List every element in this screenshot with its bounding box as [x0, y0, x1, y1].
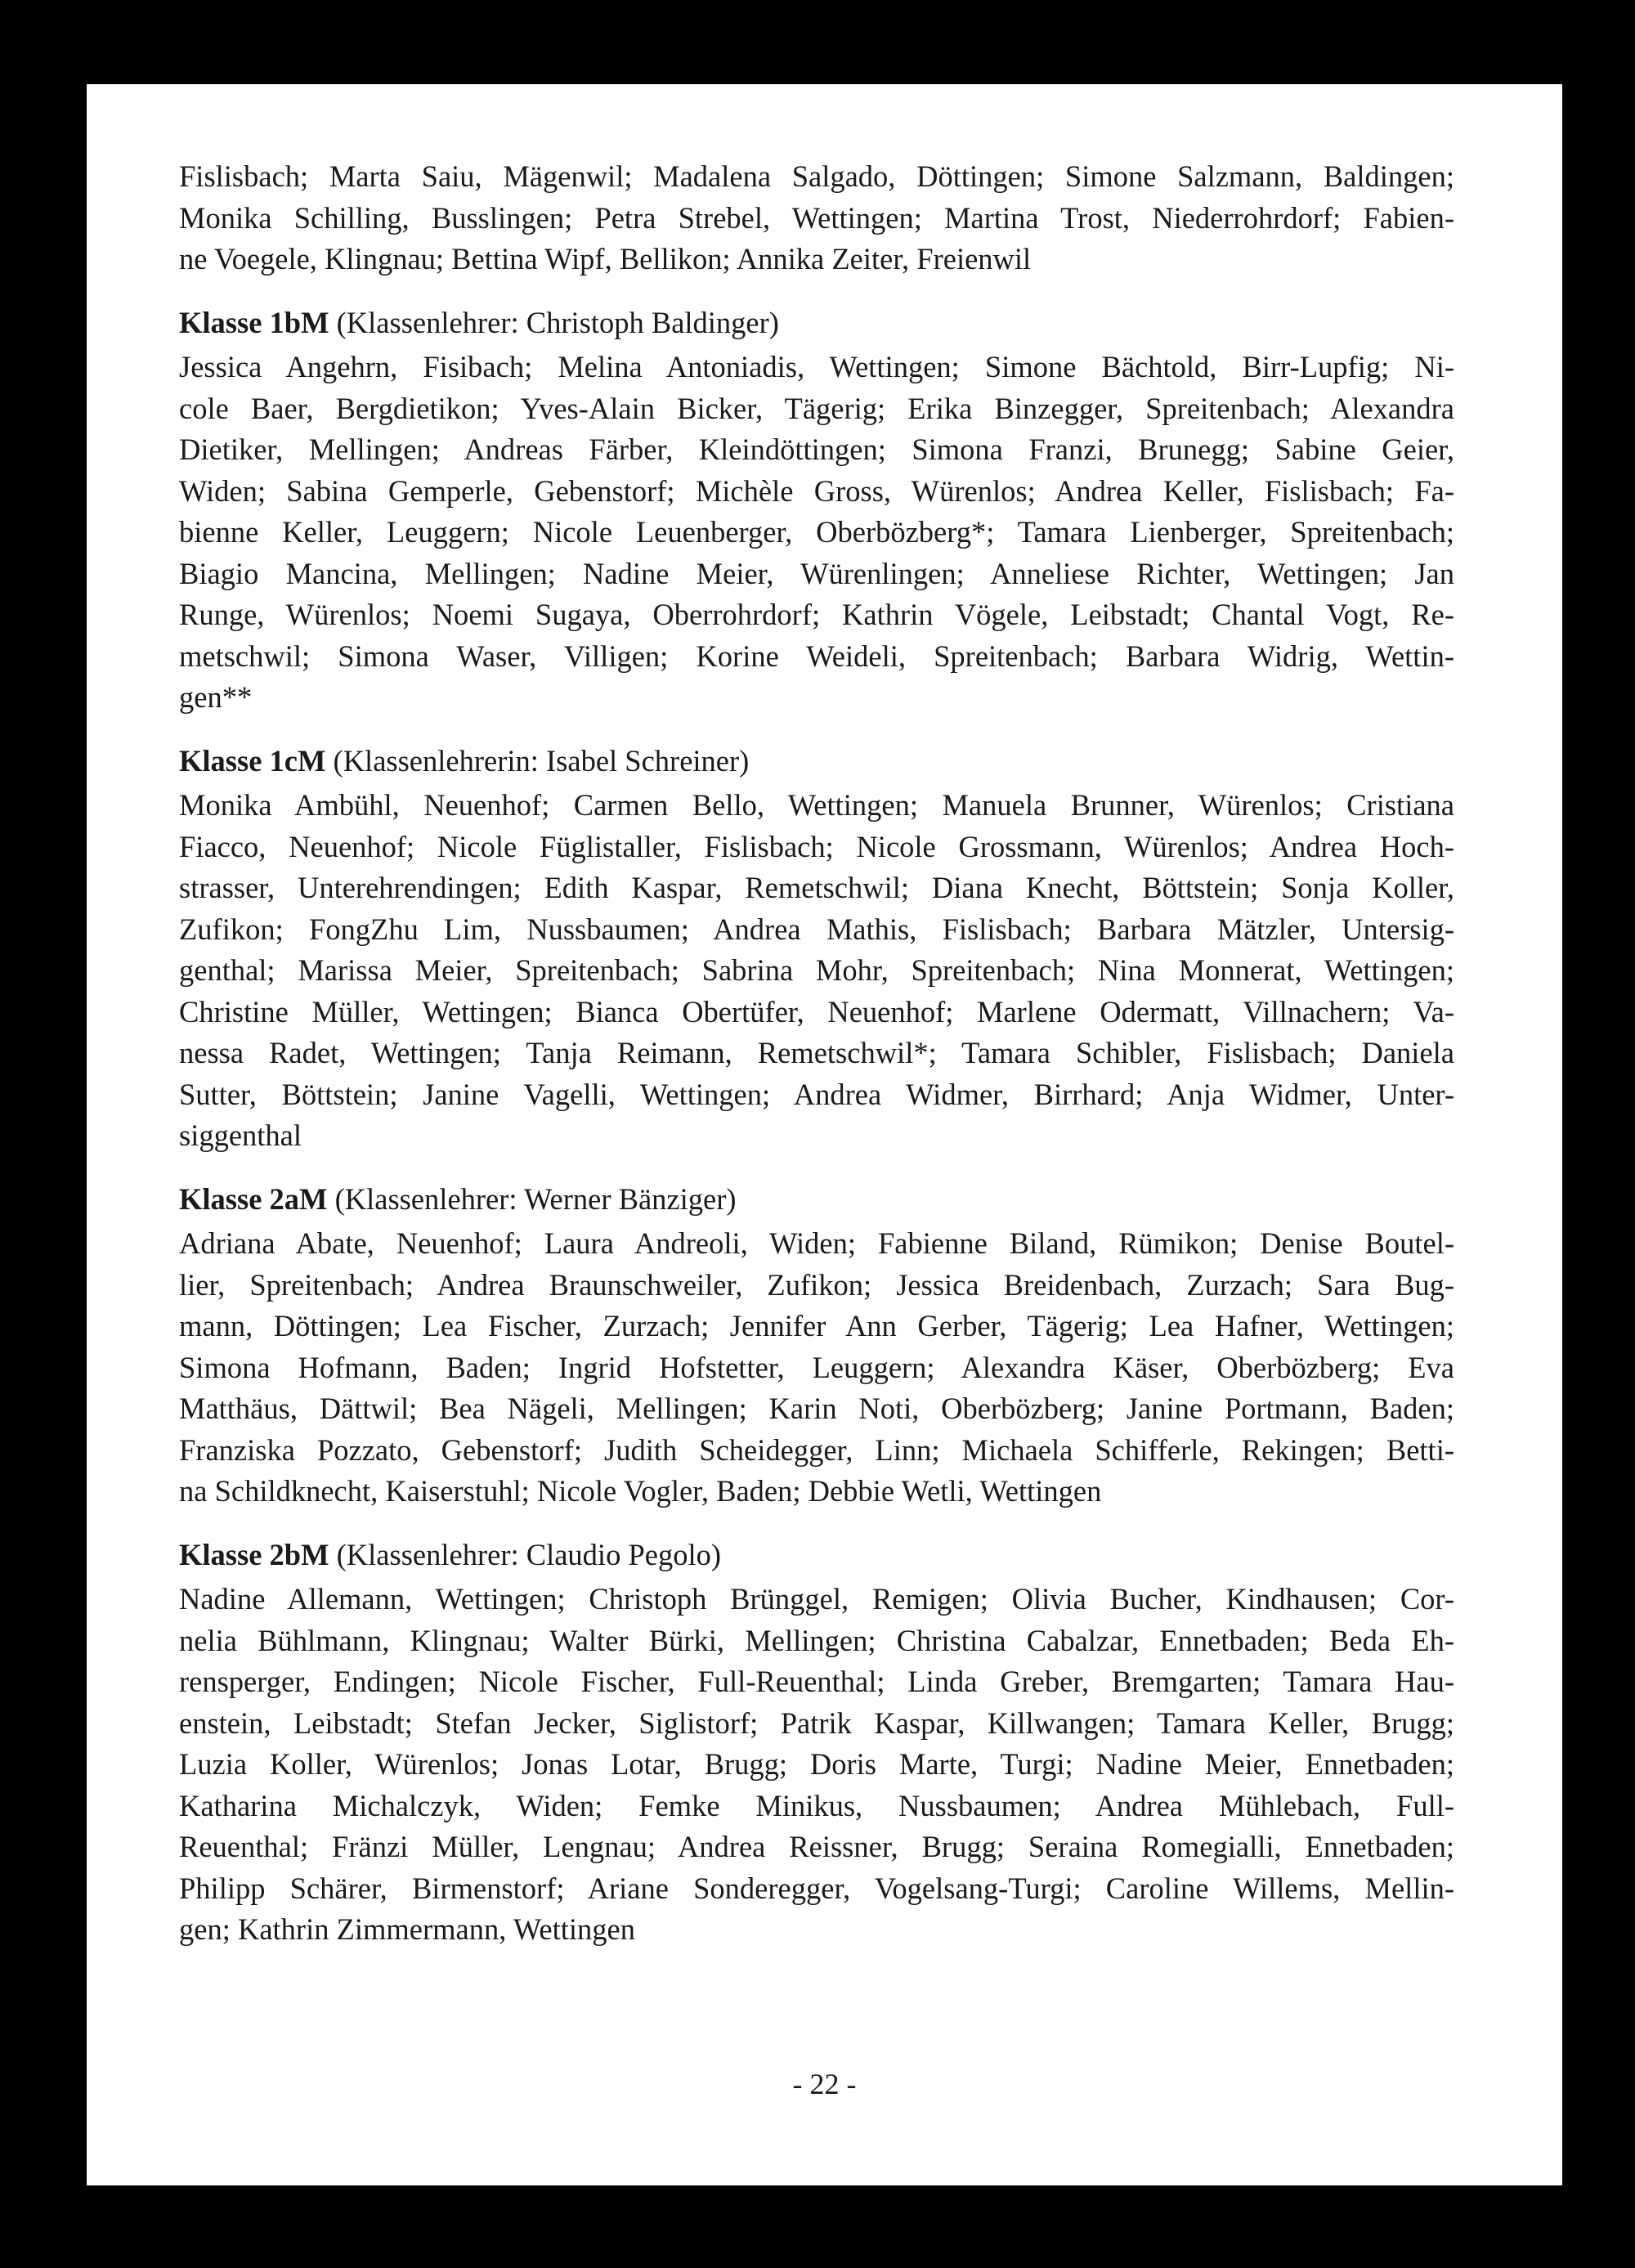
class-section	[179, 303, 1454, 719]
text-line: Monika Schilling, Busslingen; Petra Strebel, Wettingen; Martina Trost, Niederrohrdorf; Fabien-	[179, 200, 1454, 235]
text-line: Christine Müller, Wettingen; Bianca Obertüfer, Neuenhof; Marlene Odermatt, Villnachern; Va-	[179, 994, 1454, 1029]
class-section	[179, 1179, 1454, 1513]
document-page	[87, 84, 1562, 2185]
text-line: enstein, Leibstadt; Stefan Jecker, Siglistorf; Patrik Kaspar, Killwangen; Tamara Keller, Brugg;	[179, 1705, 1454, 1740]
student-list	[179, 1579, 1454, 1951]
text-line: Jessica Angehrn, Fisibach; Melina Antoniadis, Wettingen; Simone Bächtold, Birr-Lupfig; Ni-	[179, 350, 1454, 383]
class-section	[179, 741, 1454, 1157]
text-line: Fislisbach; Marta Saiu, Mägenwil; Madalena Salgado, Döttingen; Simone Salzmann, Baldingen;	[179, 159, 1454, 193]
text-line: strasser, Unterehrendingen; Edith Kaspar, Remetschwil; Diana Knecht, Böttstein; Sonja Koller,	[179, 871, 1454, 904]
text-line: Matthäus, Dättwil; Bea Nägeli, Mellingen; Karin Noti, Oberbözberg; Janine Portmann, Baden;	[179, 1392, 1454, 1425]
text-line: Simona Hofmann, Baden; Ingrid Hofstetter, Leuggern; Alexandra Käser, Oberbözberg; Eva	[179, 1350, 1454, 1384]
class-sections	[179, 303, 1454, 1951]
text-line: Runge, Würenlos; Noemi Sugaya, Oberrohrdorf; Kathrin Vögele, Leibstadt; Chantal Vogt, Re-	[179, 598, 1454, 631]
class-heading	[179, 1179, 1454, 1221]
text-line: Reuenthal; Fränzi Müller, Lengnau; Andrea Reissner, Brugg; Seraina Romegialli, Ennetbaden;	[179, 1830, 1454, 1863]
text-line: Zufikon; FongZhu Lim, Nussbaumen; Andrea Mathis, Fislisbach; Barbara Mätzler, Untersig-	[179, 912, 1454, 946]
text-line: rensperger, Endingen; Nicole Fischer, Full-Reuenthal; Linda Greber, Bremgarten; Tamara Hau-	[179, 1665, 1454, 1698]
text-line: Franziska Pozzato, Gebenstorf; Judith Scheidegger, Linn; Michaela Schifferle, Rekingen; Betti-	[179, 1432, 1454, 1467]
text-line: gen; Kathrin Zimmermann, Wettingen	[179, 1912, 635, 1946]
text-line: lier, Spreitenbach; Andrea Braunschweiler, Zufikon; Jessica Breidenbach, Zurzach; Sara Bug-	[179, 1267, 1454, 1302]
class-label: Klasse 1cM	[179, 743, 326, 778]
text-line: Philipp Schärer, Birmenstorf; Ariane Sonderegger, Vogelsang-Turgi; Caroline Willems, Mellin-	[179, 1871, 1454, 1905]
class-label: Klasse 2bM	[179, 1537, 329, 1571]
text-line: Fiacco, Neuenhof; Nicole Füglistaller, Fislisbach; Nicole Grossmann, Würenlos; Andrea Hoch-	[179, 829, 1454, 863]
text-line: nelia Bühlmann, Klingnau; Walter Bürki, Mellingen; Christina Cabalzar, Ennetbaden; Beda Eh-	[179, 1623, 1454, 1657]
text-line: Nadine Allemann, Wettingen; Christoph Brünggel, Remigen; Olivia Bucher, Kindhausen; Cor-	[179, 1582, 1454, 1616]
text-line: cole Baer, Bergdietikon; Yves-Alain Bicker, Tägerig; Erika Binzegger, Spreitenbach; Alexandra	[179, 391, 1454, 425]
text-line: Widen; Sabina Gemperle, Gebenstorf; Michèle Gross, Würenlos; Andrea Keller, Fislisbach; Fa-	[179, 473, 1454, 508]
class-teacher: (Klassenlehrer: Christoph Baldinger)	[336, 305, 779, 339]
class-section	[179, 1535, 1454, 1951]
text-line: nessa Radet, Wettingen; Tanja Reimann, Remetschwil*; Tamara Schibler, Fislisbach; Daniela	[179, 1036, 1454, 1069]
text-line: Sutter, Böttstein; Janine Vagelli, Wettingen; Andrea Widmer, Birrhard; Anja Widmer, Unter-	[179, 1077, 1454, 1111]
class-teacher: (Klassenlehrer: Claudio Pegolo)	[336, 1537, 721, 1571]
text-line: Biagio Mancina, Mellingen; Nadine Meier, Würenlingen; Anneliese Richter, Wettingen; Jan	[179, 556, 1454, 590]
class-teacher: (Klassenlehrerin: Isabel Schreiner)	[333, 743, 750, 778]
page-content	[179, 156, 1454, 1951]
text-line: genthal; Marissa Meier, Spreitenbach; Sabrina Mohr, Spreitenbach; Nina Monnerat, Wettingen;	[179, 953, 1454, 987]
text-line: metschwil; Simona Waser, Villigen; Korine Weideli, Spreitenbach; Barbara Widrig, Wettin-	[179, 639, 1454, 673]
student-list	[179, 1223, 1454, 1513]
text-line: Dietiker, Mellingen; Andreas Färber, Kleindöttingen; Simona Franzi, Brunegg; Sabine Geier,	[179, 433, 1454, 466]
text-line: gen**	[179, 680, 253, 714]
text-line: bienne Keller, Leuggern; Nicole Leuenberger, Oberbözberg*; Tamara Lienberger, Spreitenbach;	[179, 515, 1454, 549]
text-line: Adriana Abate, Neuenhof; Laura Andreoli, Widen; Fabienne Biland, Rümikon; Denise Boutel-	[179, 1226, 1454, 1260]
intro-paragraph	[179, 156, 1454, 280]
text-line: Monika Ambühl, Neuenhof; Carmen Bello, Wettingen; Manuela Brunner, Würenlos; Cristiana	[179, 788, 1454, 822]
text-line: Luzia Koller, Würenlos; Jonas Lotar, Brugg; Doris Marte, Turgi; Nadine Meier, Ennetbaden;	[179, 1747, 1454, 1781]
text-line: Katharina Michalczyk, Widen; Femke Minikus, Nussbaumen; Andrea Mühlebach, Full-	[179, 1788, 1454, 1822]
class-heading	[179, 741, 1454, 782]
text-line: siggenthal	[179, 1118, 302, 1152]
text-line: ne Voegele, Klingnau; Bettina Wipf, Bellikon; Annika Zeiter, Freienwil	[179, 242, 1032, 276]
student-list	[179, 347, 1454, 719]
text-line: mann, Döttingen; Lea Fischer, Zurzach; Jennifer Ann Gerber, Tägerig; Lea Hafner, Wettingen;	[179, 1309, 1454, 1342]
class-heading	[179, 1535, 1454, 1576]
class-teacher: (Klassenlehrer: Werner Bänziger)	[334, 1181, 737, 1216]
class-label: Klasse 2aM	[179, 1181, 328, 1216]
text-line: na Schildknecht, Kaiserstuhl; Nicole Vogler, Baden; Debbie Wetli, Wettingen	[179, 1474, 1102, 1508]
class-label: Klasse 1bM	[179, 305, 329, 339]
student-list	[179, 785, 1454, 1157]
class-heading	[179, 303, 1454, 344]
page-number: - 22 -	[792, 2068, 857, 2100]
